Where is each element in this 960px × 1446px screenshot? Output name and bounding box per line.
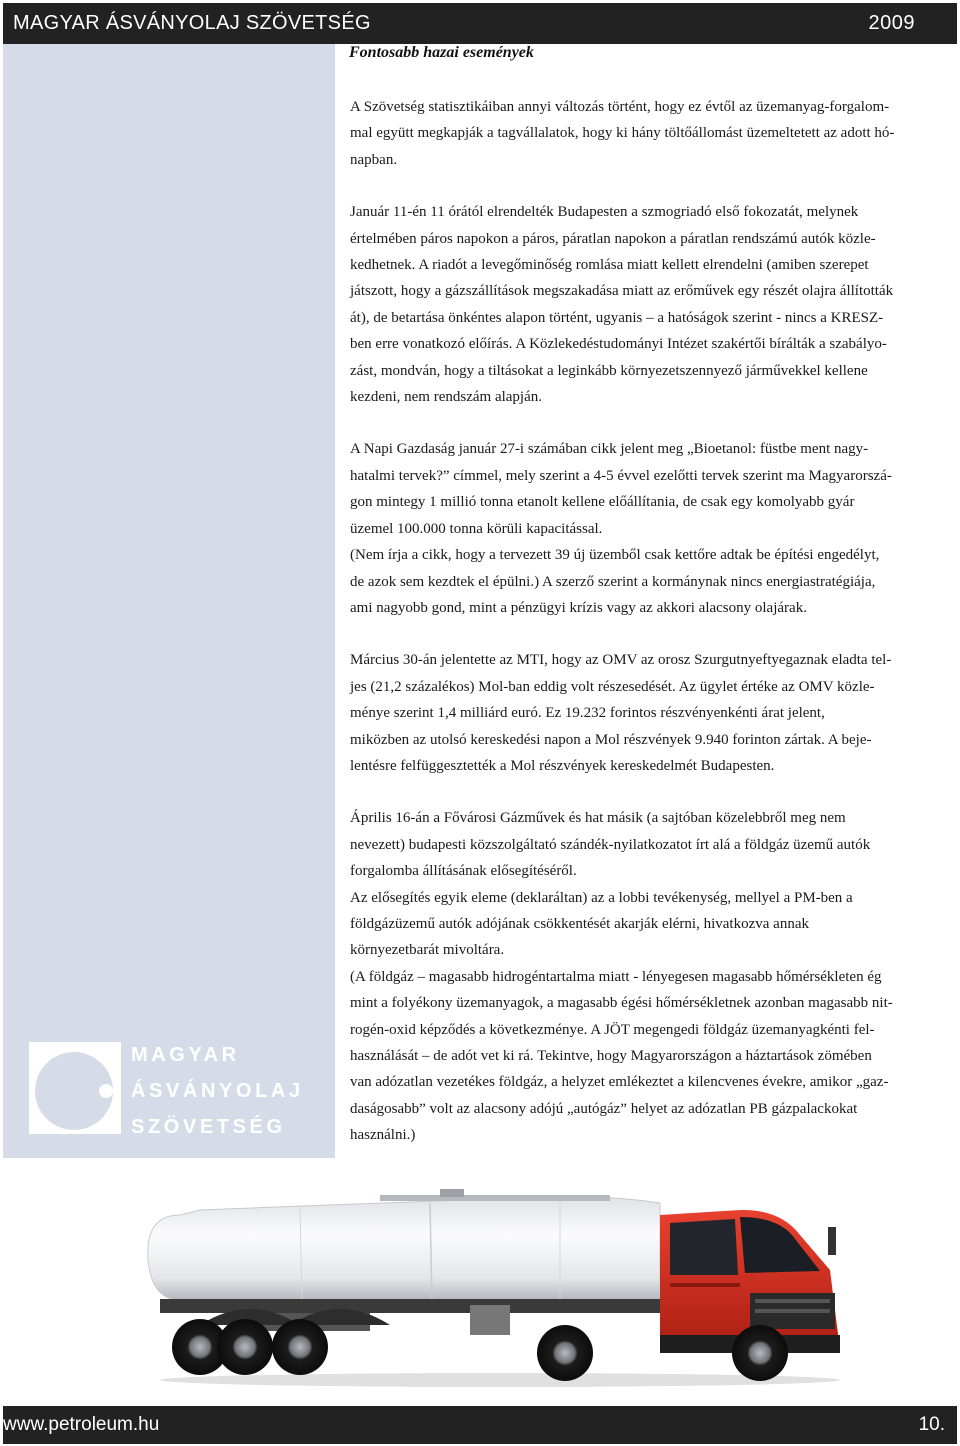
logo-text: [131, 1037, 335, 1145]
logo-line-2: ÁSVÁNYOLAJ: [131, 1080, 304, 1102]
header-bar: [3, 3, 957, 44]
article-body: [350, 94, 950, 1149]
logo-line-3: SZÖVETSÉG: [131, 1116, 286, 1138]
paragraph-3: A Napi Gazdaság január 27-i számában cikk jelent meg „Bioetanol: füstbe ment nagy- hatalmi tervek?” címmel, mely szerint a 4-5 évvel ezelőtti tervek szerint ma Magyarorszá- gon mintegy 1 millió tonna etanolt kellene előállítania, de csak egy komolyabb gyár üzemel 100.000 tonna körüli kapacitással. (Nem írja a cikk, hogy a tervezett 39 új üzemből csak kettőre adtak be építési engedélyt, de azok sem kezdtek el épülni.) A szerző szerint a kormánynak nincs energiastratégiája, ami nagyobb gond, mint a pénzügyi krízis vagy az akkori alacsony olajárak.: [350, 441, 892, 616]
footer-website: www.petroleum.hu: [3, 1414, 160, 1435]
paragraph-1: A Szövetség statisztikáiban annyi változás történt, hogy ez évtől az üzemanyag-forgalom- mal együtt megkapják a tagvállalatok, hogy ki hány töltőállomást üzemeltetett az adott hó- napban.: [350, 99, 895, 168]
paragraph-4: Március 30-án jelentette az MTI, hogy az OMV az orosz Szurgutnyeftyegaznak eladta tel- jes (21,2 százalékos) Mol-ban eddig volt részesedését. Az ügylet értéke az OMV közle- ménye szerint 1,4 milliárd euró. Ez 19.232 forintos részvényenkénti árat jelent, miközben az utolsó kereskedési napon a Mol részvények 9.940 forinton zártak. A beje- lentésre felfüggesztették a Mol részvények kereskedelmét Budapesten.: [350, 652, 892, 774]
header-year: 2009: [868, 12, 915, 34]
footer-bar: [3, 1406, 957, 1444]
header-title: MAGYAR ÁSVÁNYOLAJ SZÖVETSÉG: [13, 12, 371, 34]
tanker-truck-image: [140, 1175, 860, 1390]
logo-mark-icon: [29, 1042, 121, 1134]
paragraph-2: Január 11-én 11 órától elrendelték Budapesten a szmogriadó első fokozatát, melynek értelmében páros napokon a páros, páratlan napokon a páratlan rendszámú autók közle- kedhetnek. A riadót a levegőminőség romlása miatt kellett elrendelni (amiben szerepet játszott, hogy a gázszállítások megszakadása miatt az erőművek egy részét olajra állították át), de betartása önkéntes alapon történt, ugyanis – a hatóságok szerint - nincs a KRESZ- ben erre vonatkozó előírás. A Közlekedéstudományi Intézet szakértői bírálták a szabályo- zást, mondván, hogy a tiltásokat a leginkább környezetszennyező járművekkel kellene kezdeni, nem rendszám alapján.: [350, 204, 894, 406]
side-panel: [3, 44, 335, 1158]
logo-line-1: MAGYAR: [131, 1044, 240, 1066]
page-number: 10.: [918, 1414, 945, 1435]
section-title: Fontosabb hazai események: [349, 44, 534, 61]
paragraph-5: Április 16-án a Fővárosi Gázművek és hat másik (a sajtóban közelebbről meg nem nevezett) budapesti közszolgáltató szándék-nyilatkozatot írt alá a földgáz üzemű autók forgalomba állításának elősegítéséről. Az elősegítés egyik eleme (deklaráltan) az a lobbi tevékenység, mellyel a PM-ben a földgázüzemű autók adójának csökkentését akarják elérni, hivatkozva annak környezetbarát mivoltára. (A földgáz – magasabb hidrogéntartalma miatt - lényegesen magasabb hőmérsékleten ég mint a folyékony üzemanyagok, a magasabb égési hőmérsékletnek azonban magasabb nit- rogén-oxid képződés a következménye. A JÖT megengedi földgáz üzemanyagkénti fel- használását – de adót vet ki rá. Tekintve, hogy Magyarországon a háztartások zömében van adózatlan vezetékes földgáz, a helyzet emlékeztet a kilencvenes évekre, amikor „gaz- daságosabb” volt az alacsony adójú „autógáz” helyet az adózatlan PB gázpalackokat használni.): [350, 810, 893, 1144]
